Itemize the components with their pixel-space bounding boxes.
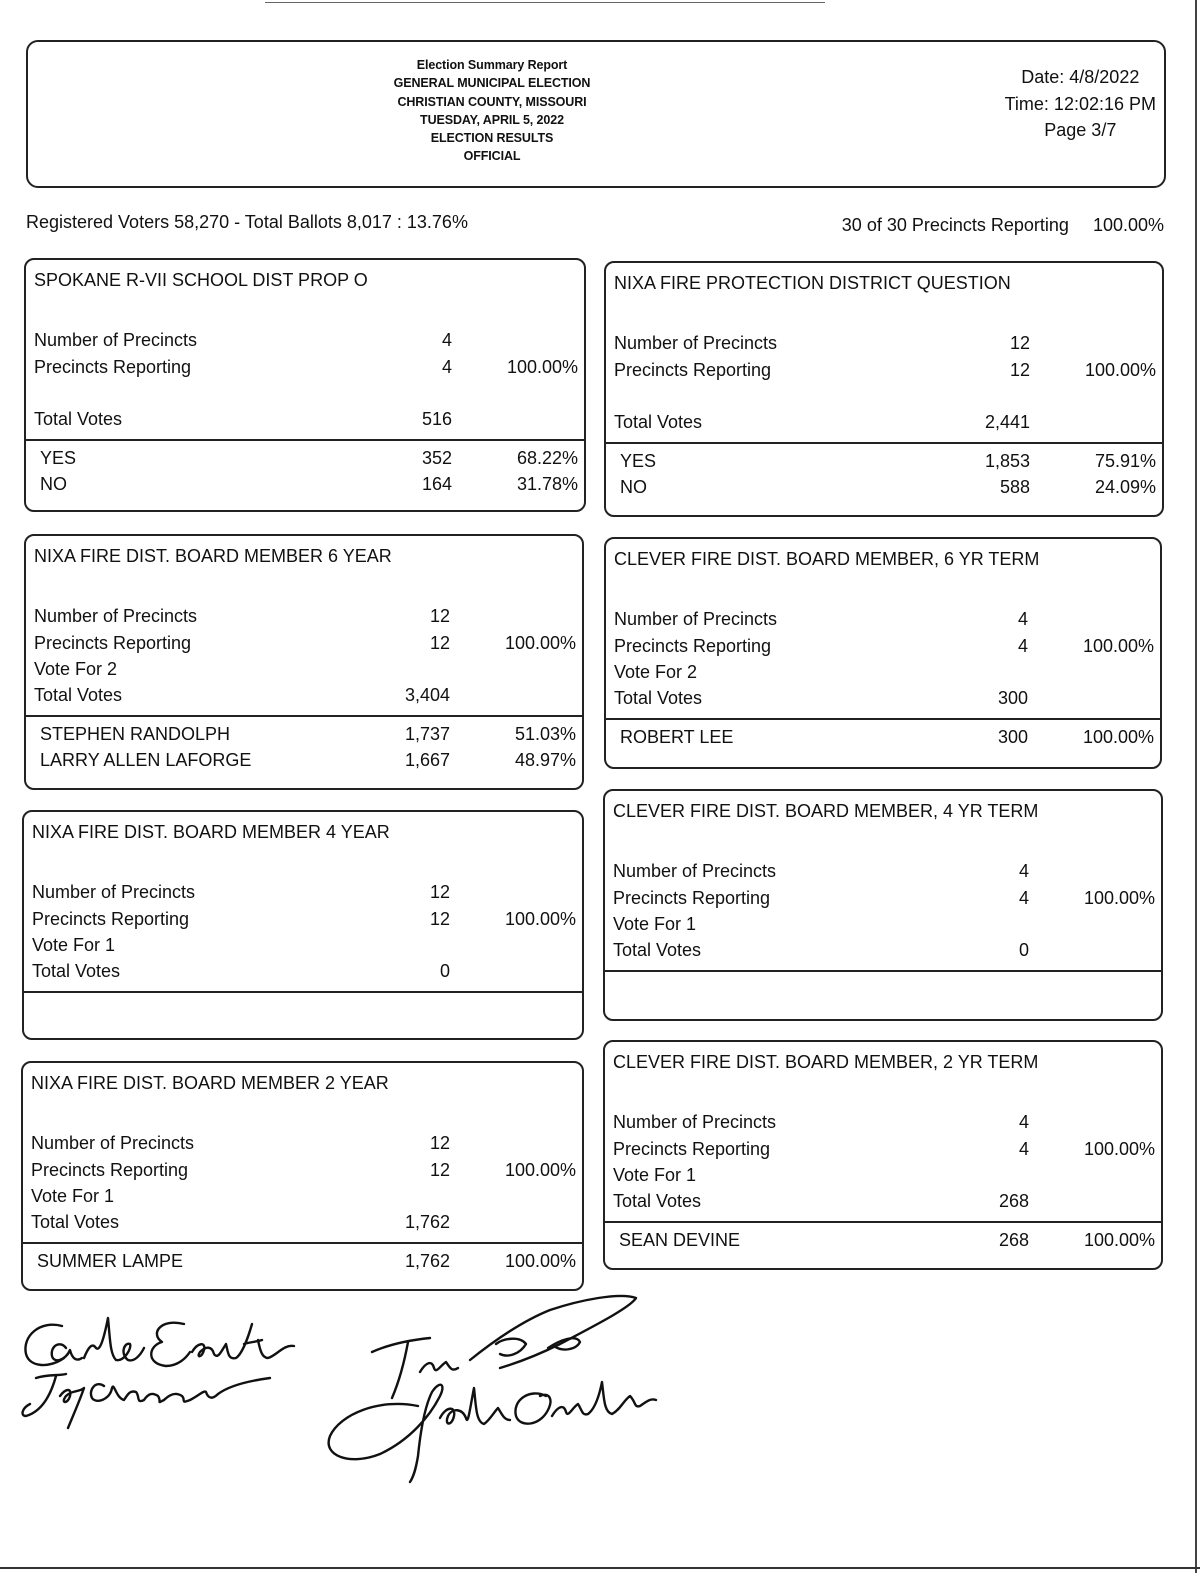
- contest-row: [26, 633, 582, 657]
- contest-title: NIXA FIRE PROTECTION DISTRICT QUESTION: [614, 273, 1011, 293]
- candidate-pct: 100.00%: [1082, 727, 1154, 747]
- precincts-reporting-summary: [842, 215, 1164, 236]
- precincts-reporting-pct: 100.00%: [1092, 215, 1164, 235]
- number-of-precincts-label: Number of Precincts: [34, 606, 198, 626]
- total-votes-label: Total Votes: [34, 685, 123, 705]
- contest-row: [605, 1230, 1161, 1254]
- signature-stroke: [192, 1324, 294, 1358]
- precincts-reporting-value: 4: [1017, 636, 1028, 656]
- signature-stroke: [52, 1344, 82, 1360]
- contest-row: [605, 940, 1161, 964]
- precincts-reporting-label: Precincts Reporting: [32, 909, 190, 929]
- signature-stroke: [84, 1318, 144, 1360]
- candidate-name: NO: [620, 477, 647, 497]
- report-title: Election Summary Report: [416, 58, 568, 72]
- contest-row: [24, 882, 582, 906]
- precincts-reporting-value: 4: [1018, 888, 1029, 908]
- precincts-reporting-value: 12: [429, 1160, 450, 1180]
- contest-title: CLEVER FIRE DIST. BOARD MEMBER, 4 YR TERM: [613, 801, 1039, 821]
- registered-voters-summary: Registered Voters 58,270 - Total Ballots 8,017 : 13.76%: [26, 212, 468, 232]
- vote-for-label: Vote For 1: [31, 1186, 115, 1206]
- signature-stroke: [552, 1382, 656, 1416]
- precincts-reporting-pct: 100.00%: [1083, 1139, 1155, 1159]
- contest-row: [605, 1191, 1161, 1215]
- signature-stroke: [372, 1338, 458, 1398]
- number-of-precincts-value: 12: [429, 1133, 450, 1153]
- results-divider: [26, 715, 582, 717]
- scan-edge-right: [1195, 0, 1197, 1573]
- candidate-name: ROBERT LEE: [620, 727, 734, 747]
- results-divider: [605, 970, 1161, 972]
- total-votes-value: 0: [439, 961, 450, 981]
- candidate-votes: 164: [421, 474, 452, 494]
- election-name: GENERAL MUNICIPAL ELECTION: [393, 76, 591, 91]
- precincts-reporting-value: 4: [441, 357, 452, 377]
- signature-stroke: [329, 1385, 443, 1482]
- candidate-pct: 31.78%: [516, 474, 578, 494]
- vote-for-label: Vote For 1: [613, 1165, 697, 1185]
- contest-row: [605, 1112, 1161, 1136]
- results-divider: [24, 991, 582, 993]
- number-of-precincts-value: 4: [1018, 861, 1029, 881]
- contest-row: [26, 750, 582, 774]
- number-of-precincts-value: 12: [1009, 333, 1030, 353]
- total-votes-value: 2,441: [984, 412, 1030, 432]
- number-of-precincts-label: Number of Precincts: [32, 882, 196, 902]
- contest-title: NIXA FIRE DIST. BOARD MEMBER 2 YEAR: [31, 1073, 389, 1093]
- scan-edge-bottom: [0, 1567, 1200, 1569]
- candidate-pct: 100.00%: [504, 1251, 576, 1271]
- number-of-precincts-value: 12: [429, 882, 450, 902]
- precincts-reporting-value: 12: [1009, 360, 1030, 380]
- candidate-name: SEAN DEVINE: [619, 1230, 741, 1250]
- total-votes-value: 516: [421, 409, 452, 429]
- total-votes-value: 300: [997, 688, 1028, 708]
- candidate-votes: 300: [997, 727, 1028, 747]
- results-divider: [26, 439, 584, 441]
- total-votes-label: Total Votes: [613, 1191, 702, 1211]
- contest-title: CLEVER FIRE DIST. BOARD MEMBER, 2 YR TERM: [613, 1052, 1039, 1072]
- contest-row: [606, 477, 1162, 501]
- precincts-reporting-pct: 100.00%: [504, 633, 576, 653]
- precincts-reporting-label: Precincts Reporting: [31, 1160, 189, 1180]
- contest-title: SPOKANE R-VII SCHOOL DIST PROP O: [34, 270, 368, 290]
- total-votes-value: 3,404: [404, 685, 450, 705]
- county-name: CHRISTIAN COUNTY, MISSOURI: [397, 94, 587, 109]
- candidate-name: LARRY ALLEN LAFORGE: [40, 750, 252, 770]
- number-of-precincts-label: Number of Precincts: [34, 330, 198, 350]
- contest-row: [26, 409, 584, 433]
- contest-row: [26, 474, 584, 498]
- number-of-precincts-label: Number of Precincts: [614, 609, 778, 629]
- report-time: Time: 12:02:16 PM: [1004, 93, 1156, 114]
- contest-row: [24, 961, 582, 985]
- contest-spokane-prop-o: [24, 258, 586, 512]
- number-of-precincts-label: Number of Precincts: [613, 1112, 777, 1132]
- candidate-pct: 48.97%: [514, 750, 576, 770]
- precincts-reporting-label: Precincts Reporting: [613, 888, 771, 908]
- candidate-pct: 51.03%: [514, 724, 576, 744]
- election-date: TUESDAY, APRIL 5, 2022: [420, 112, 564, 127]
- contest-row: [606, 636, 1160, 660]
- contest-row: [26, 659, 582, 683]
- contest-row: [606, 360, 1162, 384]
- vote-for-label: Vote For 1: [613, 914, 697, 934]
- contest-row: [606, 609, 1160, 633]
- candidate-pct: 100.00%: [1083, 1230, 1155, 1250]
- number-of-precincts-value: 4: [441, 330, 452, 350]
- number-of-precincts-label: Number of Precincts: [31, 1133, 195, 1153]
- total-votes-label: Total Votes: [614, 688, 703, 708]
- candidate-votes: 1,853: [984, 451, 1030, 471]
- contest-row: [606, 333, 1162, 357]
- precincts-reporting-pct: 100.00%: [504, 909, 576, 929]
- precincts-reporting-label: Precincts Reporting: [34, 633, 192, 653]
- contest-row: [26, 724, 582, 748]
- precincts-reporting-text: 30 of 30 Precincts Reporting: [841, 215, 1069, 235]
- contest-nixa-board-6yr: [24, 534, 584, 790]
- precincts-reporting-pct: 100.00%: [504, 1160, 576, 1180]
- precincts-reporting-pct: 100.00%: [1083, 888, 1155, 908]
- signature-stroke: [151, 1323, 190, 1366]
- contest-row: [26, 357, 584, 381]
- total-votes-label: Total Votes: [32, 961, 121, 981]
- total-votes-label: Total Votes: [34, 409, 123, 429]
- contest-title: NIXA FIRE DIST. BOARD MEMBER 4 YEAR: [32, 822, 390, 842]
- number-of-precincts-value: 4: [1017, 609, 1028, 629]
- contest-nixa-board-2yr: [21, 1061, 584, 1291]
- contest-nixa-board-4yr: [22, 810, 584, 1040]
- candidate-votes: 1,737: [404, 724, 450, 744]
- number-of-precincts-value: 4: [1018, 1112, 1029, 1132]
- results-divider: [606, 442, 1162, 444]
- contest-title: CLEVER FIRE DIST. BOARD MEMBER, 6 YR TERM: [614, 549, 1040, 569]
- vote-for-label: Vote For 2: [614, 662, 698, 682]
- signature-stroke: [470, 1296, 636, 1368]
- precincts-reporting-pct: 100.00%: [506, 357, 578, 377]
- precincts-reporting-label: Precincts Reporting: [34, 357, 192, 377]
- contest-clever-board-6yr: [604, 537, 1162, 769]
- contest-row: [26, 606, 582, 630]
- report-header: [26, 40, 1166, 188]
- contest-row: [605, 888, 1161, 912]
- candidate-votes: 352: [421, 448, 452, 468]
- contest-row: [606, 727, 1160, 751]
- contest-row: [23, 1186, 582, 1210]
- results-divider: [606, 718, 1160, 720]
- precincts-reporting-value: 12: [429, 909, 450, 929]
- candidate-votes: 268: [998, 1230, 1029, 1250]
- signature-stroke: [440, 1388, 510, 1424]
- precincts-reporting-label: Precincts Reporting: [614, 360, 772, 380]
- precincts-reporting-value: 12: [429, 633, 450, 653]
- contest-row: [23, 1251, 582, 1275]
- candidate-name: YES: [40, 448, 77, 468]
- contest-row: [605, 914, 1161, 938]
- results-divider: [23, 1242, 582, 1244]
- contest-nixa-fire-question: [604, 261, 1164, 517]
- page-number: Page 3/7: [1044, 120, 1117, 140]
- contest-row: [606, 451, 1162, 475]
- official-label: OFFICIAL: [463, 149, 521, 164]
- candidate-votes: 1,667: [404, 750, 450, 770]
- candidate-name: YES: [620, 451, 657, 471]
- contest-row: [606, 662, 1160, 686]
- precincts-reporting-value: 4: [1018, 1139, 1029, 1159]
- number-of-precincts-label: Number of Precincts: [614, 333, 778, 353]
- precincts-reporting-pct: 100.00%: [1084, 360, 1156, 380]
- contest-row: [23, 1160, 582, 1184]
- number-of-precincts-value: 12: [429, 606, 450, 626]
- contest-row: [605, 1165, 1161, 1189]
- signatures-image: [0, 1288, 700, 1488]
- total-votes-value: 268: [998, 1191, 1029, 1211]
- candidate-name: STEPHEN RANDOLPH: [40, 724, 231, 744]
- contest-clever-board-4yr: [603, 789, 1163, 1021]
- candidate-votes: 1,762: [404, 1251, 450, 1271]
- report-date: Date: 4/8/2022: [1021, 67, 1140, 87]
- contest-row: [606, 412, 1162, 436]
- report-title-block: [28, 56, 956, 166]
- contest-row: [605, 1139, 1161, 1163]
- vote-for-label: Vote For 2: [34, 659, 118, 679]
- vote-for-label: Vote For 1: [32, 935, 116, 955]
- signature-stroke: [60, 1388, 84, 1428]
- scan-edge-top: [265, 2, 825, 3]
- contest-row: [26, 685, 582, 709]
- total-votes-value: 0: [1018, 940, 1029, 960]
- total-votes-label: Total Votes: [613, 940, 702, 960]
- contest-row: [26, 448, 584, 472]
- number-of-precincts-label: Number of Precincts: [613, 861, 777, 881]
- candidate-name: SUMMER LAMPE: [37, 1251, 184, 1271]
- total-votes-value: 1,762: [404, 1212, 450, 1232]
- contest-row: [26, 330, 584, 354]
- contest-title: NIXA FIRE DIST. BOARD MEMBER 6 YEAR: [34, 546, 392, 566]
- precincts-reporting-label: Precincts Reporting: [613, 1139, 771, 1159]
- total-votes-label: Total Votes: [31, 1212, 120, 1232]
- total-votes-label: Total Votes: [614, 412, 703, 432]
- results-label: ELECTION RESULTS: [430, 131, 554, 146]
- report-meta: [1005, 64, 1156, 144]
- candidate-pct: 24.09%: [1094, 477, 1156, 497]
- contest-row: [605, 861, 1161, 885]
- candidate-pct: 68.22%: [516, 448, 578, 468]
- contest-row: [23, 1133, 582, 1157]
- contest-row: [24, 909, 582, 933]
- results-divider: [605, 1221, 1161, 1223]
- precincts-reporting-pct: 100.00%: [1082, 636, 1154, 656]
- signature-stroke: [91, 1378, 270, 1402]
- candidate-pct: 75.91%: [1094, 451, 1156, 471]
- contest-row: [606, 688, 1160, 712]
- candidate-votes: 588: [999, 477, 1030, 497]
- precincts-reporting-label: Precincts Reporting: [614, 636, 772, 656]
- contest-clever-board-2yr: [603, 1040, 1163, 1270]
- signature-stroke: [515, 1393, 550, 1423]
- contest-row: [23, 1212, 582, 1236]
- candidate-name: NO: [40, 474, 67, 494]
- contest-row: [24, 935, 582, 959]
